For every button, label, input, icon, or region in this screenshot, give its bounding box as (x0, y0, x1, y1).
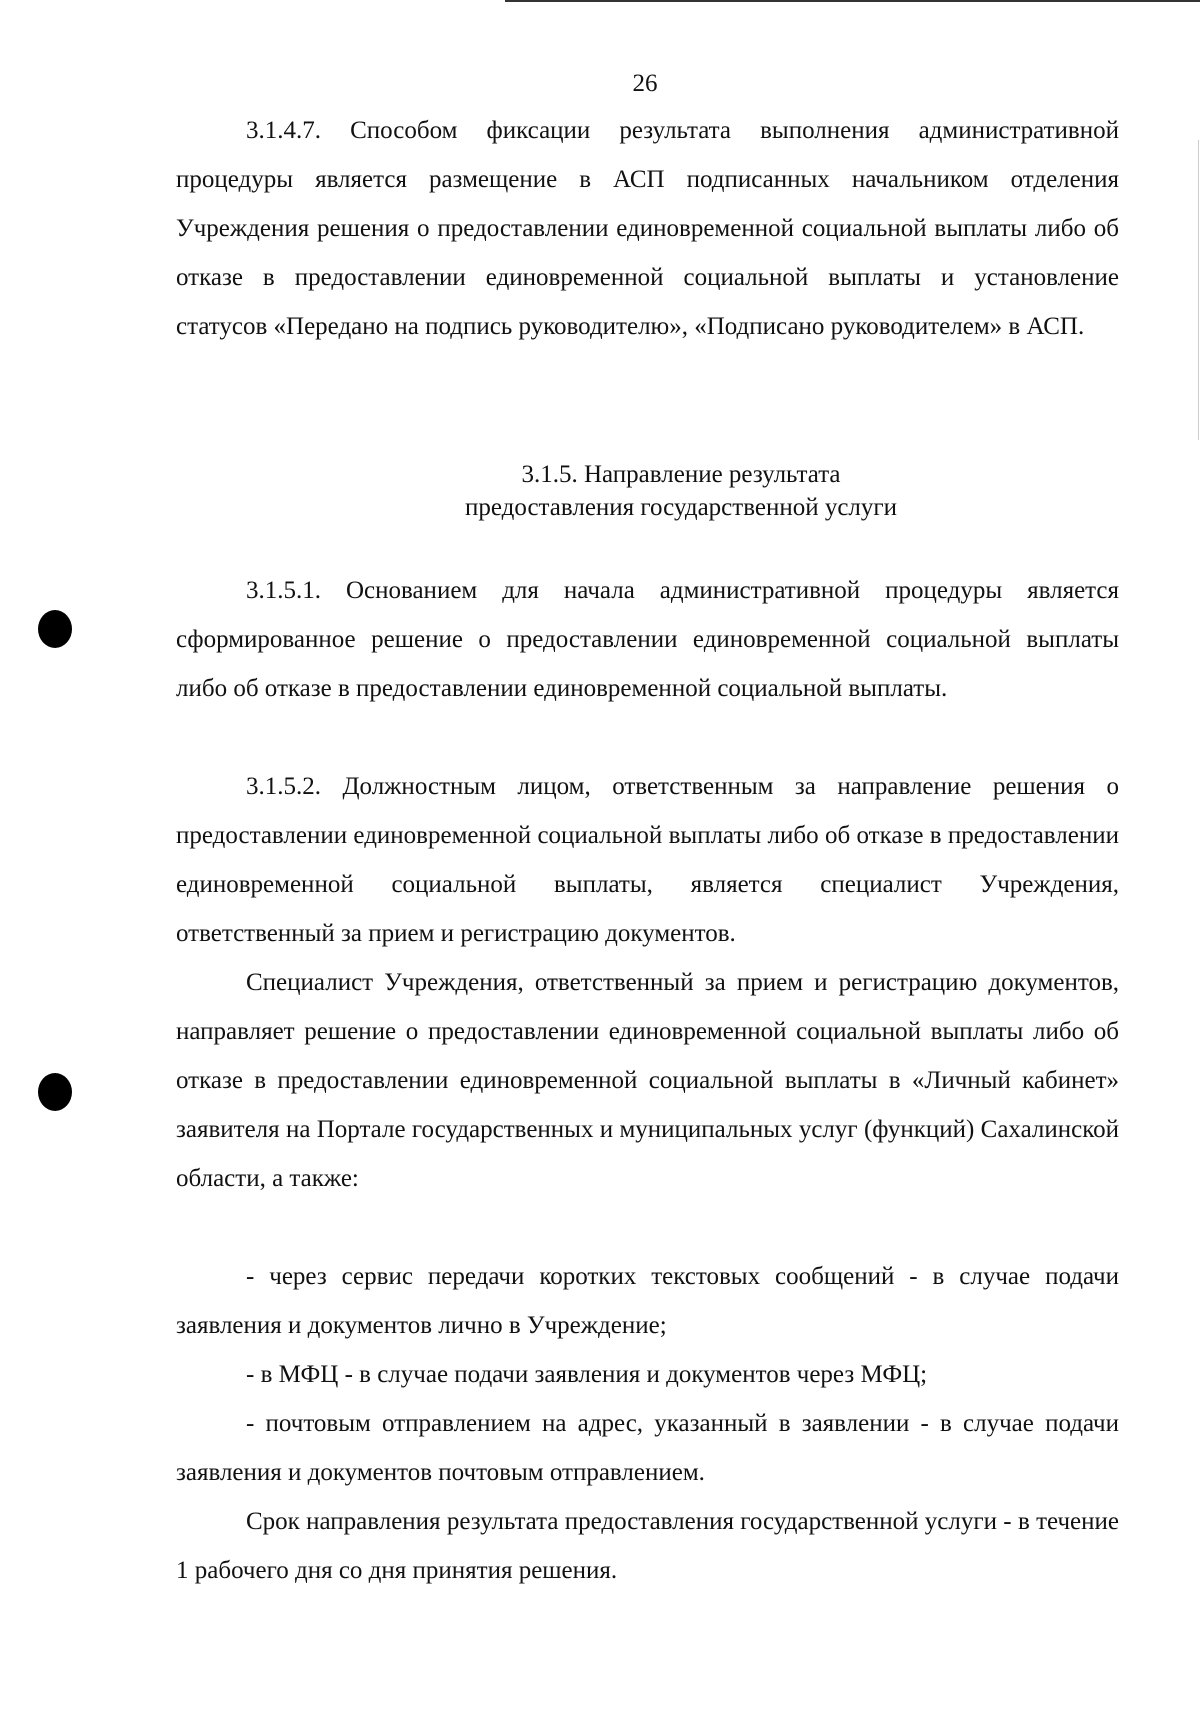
section-heading-line-1: 3.1.5. Направление результата (521, 461, 841, 488)
section-heading-line-2: предоставления государственной услуги (464, 494, 898, 521)
paragraph-specialist: Специалист Учреждения, ответственный за прием и регистрацию документов, направляет решение о предоставлении единовременной социальной выплаты либо об отказе в предоставлении единовременной социальной выплаты в «Личный кабинет» заявителя на Портале государственных и муниципальных услуг (функций) Сахалинской области, а также: (176, 969, 1119, 1192)
list-item-sms: - через сервис передачи коротких текстовых сообщений - в случае подачи заявления и документов лично в Учреждение; (176, 1263, 1119, 1339)
punch-hole-lower (38, 1073, 72, 1111)
page-number: 26 (632, 70, 658, 97)
paragraph-3-1-4-7: 3.1.4.7. Способом фиксации результата выполнения административной процедуры является размещение в АСП подписанных начальником отделения Учреждения решения о предоставлении единовременной социальной выплаты либо об отказе в предоставлении единовременной социальной выплаты и установление статусов «Передано на подпись руководителю», «Подписано руководителем» в АСП. (176, 117, 1119, 340)
right-edge-line (1198, 140, 1199, 440)
list-item-post: - почтовым отправлением на адрес, указанный в заявлении - в случае подачи заявления и документов почтовым отправлением. (176, 1410, 1119, 1486)
top-edge-line (505, 0, 1200, 2)
punch-hole-upper (38, 610, 72, 648)
paragraph-deadline: Срок направления результата предоставления государственной услуги - в течение 1 рабочего дня со дня принятия решения. (176, 1508, 1119, 1584)
list-item-mfc: - в МФЦ - в случае подачи заявления и документов через МФЦ; (246, 1361, 928, 1388)
paragraph-3-1-5-1: 3.1.5.1. Основанием для начала административной процедуры является сформированное решение о предоставлении единовременной социальной выплаты либо об отказе в предоставлении единовременной социальной выплаты. (176, 577, 1119, 702)
section-heading-3-1-5 (176, 458, 1186, 524)
paragraph-3-1-5-2: 3.1.5.2. Должностным лицом, ответственным за направление решения о предоставлении единовременной социальной выплаты либо об отказе в предоставлении единовременной социальной выплаты, является специалист Учреждения, ответственный за прием и регистрацию документов. (176, 773, 1119, 947)
